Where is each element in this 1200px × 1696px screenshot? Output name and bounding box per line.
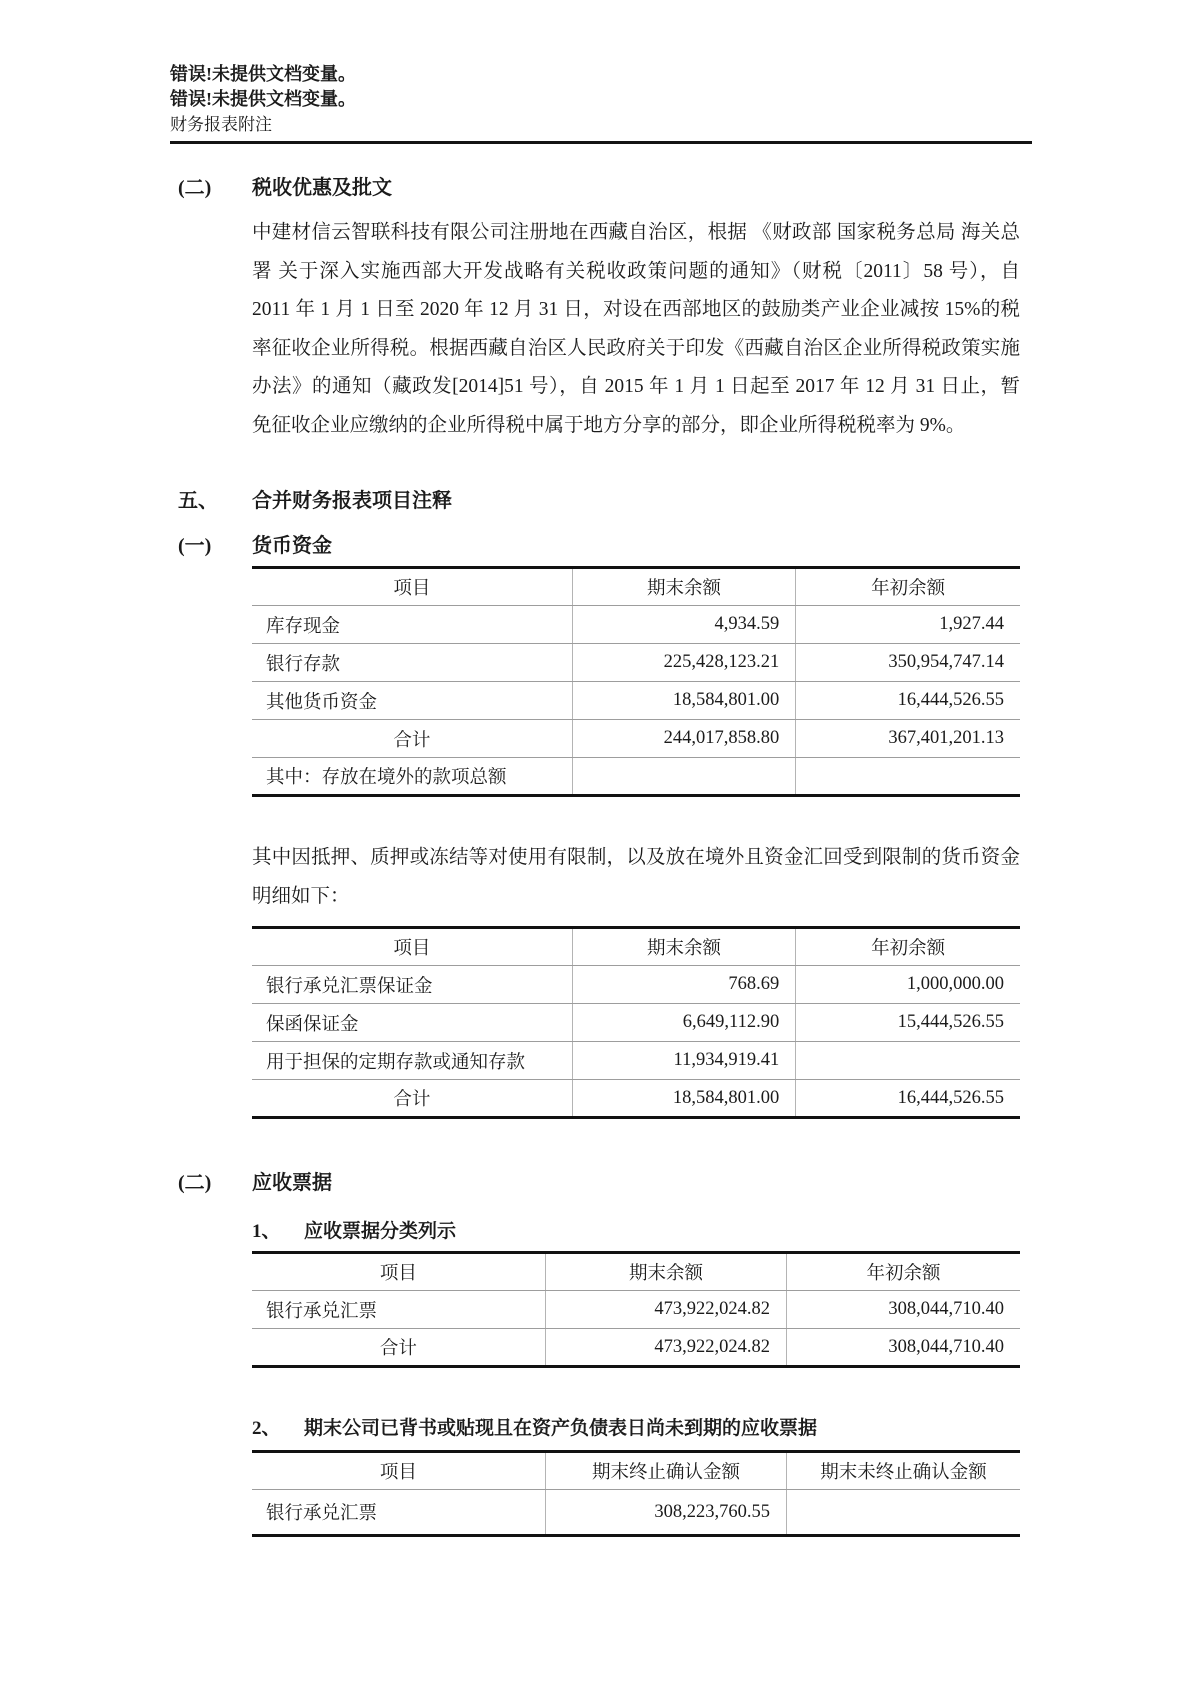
table-row	[252, 606, 1020, 644]
column-header-beginning-balance: 年初余额	[796, 928, 1020, 966]
column-header-beginning-balance: 年初余额	[787, 1253, 1020, 1291]
subsection-title: 期末公司已背书或贴现且在资产负债表日尚未到期的应收票据	[304, 1418, 818, 1439]
column-header-item: 项目	[252, 1452, 545, 1490]
cell-item: 库存现金	[252, 606, 572, 644]
cell-ending-balance: 4,934.59	[572, 606, 795, 644]
doc-subtitle: 财务报表附注	[170, 115, 272, 134]
cell-item: 银行承兑汇票	[252, 1490, 545, 1536]
table-total-row	[252, 720, 1020, 758]
table-header-row	[252, 1452, 1020, 1490]
cell-total-label: 合计	[252, 720, 572, 758]
cell-item: 保函保证金	[252, 1004, 572, 1042]
cell-beginning-balance: 1,927.44	[796, 606, 1020, 644]
cell-beginning-balance: 308,044,710.40	[888, 1336, 1004, 1357]
doc-variable-error-line: 错误!未提供文档变量。	[170, 64, 356, 84]
section-marker: 五、	[178, 490, 218, 512]
cell-item: 其他货币资金	[252, 682, 572, 720]
cell-item: 用于担保的定期存款或通知存款	[252, 1042, 572, 1080]
cell-total-label: 合计	[252, 1329, 545, 1367]
section-marker: (二)	[178, 1172, 212, 1194]
column-header-derecognized: 期末终止确认金额	[545, 1452, 786, 1490]
cell-beginning-balance: 350,954,747.14	[796, 644, 1020, 682]
section-title: 货币资金	[252, 535, 332, 557]
cell-ending-balance: 225,428,123.21	[572, 644, 795, 682]
cell-not-derecognized-amount	[787, 1490, 1020, 1536]
column-header-item: 项目	[252, 1253, 545, 1291]
table-row	[252, 758, 1020, 796]
cell-item: 银行承兑汇票保证金	[252, 966, 572, 1004]
column-header-item: 项目	[252, 928, 572, 966]
cell-item: 银行存款	[252, 644, 572, 682]
cell-total-label: 合计	[252, 1080, 572, 1118]
cell-beginning-balance: 1,000,000.00	[796, 966, 1020, 1004]
cell-ending-balance	[572, 758, 795, 796]
cell-item: 其中：存放在境外的款项总额	[252, 758, 572, 796]
running-head	[170, 62, 1032, 137]
table-row	[252, 644, 1020, 682]
table-row	[252, 1291, 1020, 1329]
table-row	[252, 1490, 1020, 1536]
header-divider	[170, 141, 1032, 144]
doc-variable-error-line: 错误!未提供文档变量。	[170, 89, 356, 109]
cell-ending-balance: 768.69	[572, 966, 795, 1004]
column-header-beginning-balance: 年初余额	[796, 568, 1020, 606]
column-header-ending-balance: 期末余额	[545, 1253, 786, 1291]
cell-ending-balance: 244,017,858.80	[572, 720, 795, 758]
notes-receivable-table	[252, 1251, 1020, 1368]
subsection-heading-classification	[252, 1219, 1020, 1245]
cell-ending-balance: 6,649,112.90	[572, 1004, 795, 1042]
table-header-row	[252, 1253, 1020, 1291]
table-row	[252, 682, 1020, 720]
cell-ending-balance: 473,922,024.82	[545, 1291, 786, 1329]
cell-ending-balance: 18,584,801.00	[572, 1080, 795, 1118]
column-header-item: 项目	[252, 568, 572, 606]
section-marker: (一)	[178, 535, 212, 557]
section-heading-tax	[178, 174, 1050, 202]
subsection-heading-endorsed	[252, 1416, 1020, 1442]
table-header-row	[252, 568, 1020, 606]
cell-ending-balance: 11,934,919.41	[572, 1042, 795, 1080]
cell-beginning-balance: 15,444,526.55	[796, 1004, 1020, 1042]
tax-paragraph: 中建材信云智联科技有限公司注册地在西藏自治区，根据 《财政部 国家税务总局 海关总署 关于深入实施西部大开发战略有关税收政策问题的通知》（财税〔2011〕58 号），自 2011 年 1 月 1 日至 2020 年 12 月 31 日，对设在西部地区的鼓励类产业企业减按 15%的税率征收企业所得税。根据西藏自治区人民政府关于印发《西藏自治区企业所得税政策实施办法》的通知（藏政发[2014]51 号），自 2015 年 1 月 1 日起至 2017 年 12 月 31 日止，暂免征收企业应缴纳的企业所得税中属于地方分享的部分，即企业所得税税率为 9%。	[252, 222, 1020, 436]
cell-beginning-balance: 16,444,526.55	[796, 682, 1020, 720]
section-title: 合并财务报表项目注释	[252, 490, 452, 512]
cell-ending-balance: 18,584,801.00	[572, 682, 795, 720]
section-heading-notes	[178, 487, 1050, 515]
subsection-title: 应收票据分类列示	[304, 1221, 457, 1242]
cell-item: 银行承兑汇票	[252, 1291, 545, 1329]
table-total-row	[252, 1329, 1020, 1367]
cell-beginning-balance	[796, 758, 1020, 796]
cell-beginning-balance	[796, 1042, 1020, 1080]
section-heading-receivables	[178, 1169, 1050, 1197]
table-row	[252, 1042, 1020, 1080]
restricted-funds-table	[252, 926, 1020, 1119]
column-header-ending-balance: 期末余额	[572, 928, 795, 966]
section-marker: (二)	[178, 177, 212, 199]
column-header-not-derecognized: 期末未终止确认金额	[787, 1452, 1020, 1490]
cell-beginning-balance: 308,044,710.40	[787, 1291, 1020, 1329]
table-row	[252, 966, 1020, 1004]
cell-derecognized-amount: 308,223,760.55	[545, 1490, 786, 1536]
cell-beginning-balance: 16,444,526.55	[897, 1087, 1004, 1108]
section-title: 税收优惠及批文	[252, 177, 392, 199]
cell-ending-balance: 473,922,024.82	[545, 1329, 786, 1367]
cell-beginning-balance: 367,401,201.13	[796, 720, 1020, 758]
section-heading-cash	[178, 532, 1050, 560]
table-total-row	[252, 1080, 1020, 1118]
subsection-marker: 1、	[252, 1221, 281, 1242]
cash-table	[252, 566, 1020, 797]
table-row	[252, 1004, 1020, 1042]
endorsed-notes-table	[252, 1450, 1020, 1537]
table-header-row	[252, 928, 1020, 966]
section-title: 应收票据	[252, 1172, 332, 1194]
column-header-ending-balance: 期末余额	[572, 568, 795, 606]
restricted-funds-note: 其中因抵押、质押或冻结等对使用有限制，以及放在境外且资金汇回受到限制的货币资金明细如下：	[252, 847, 1020, 907]
subsection-marker: 2、	[252, 1418, 281, 1439]
